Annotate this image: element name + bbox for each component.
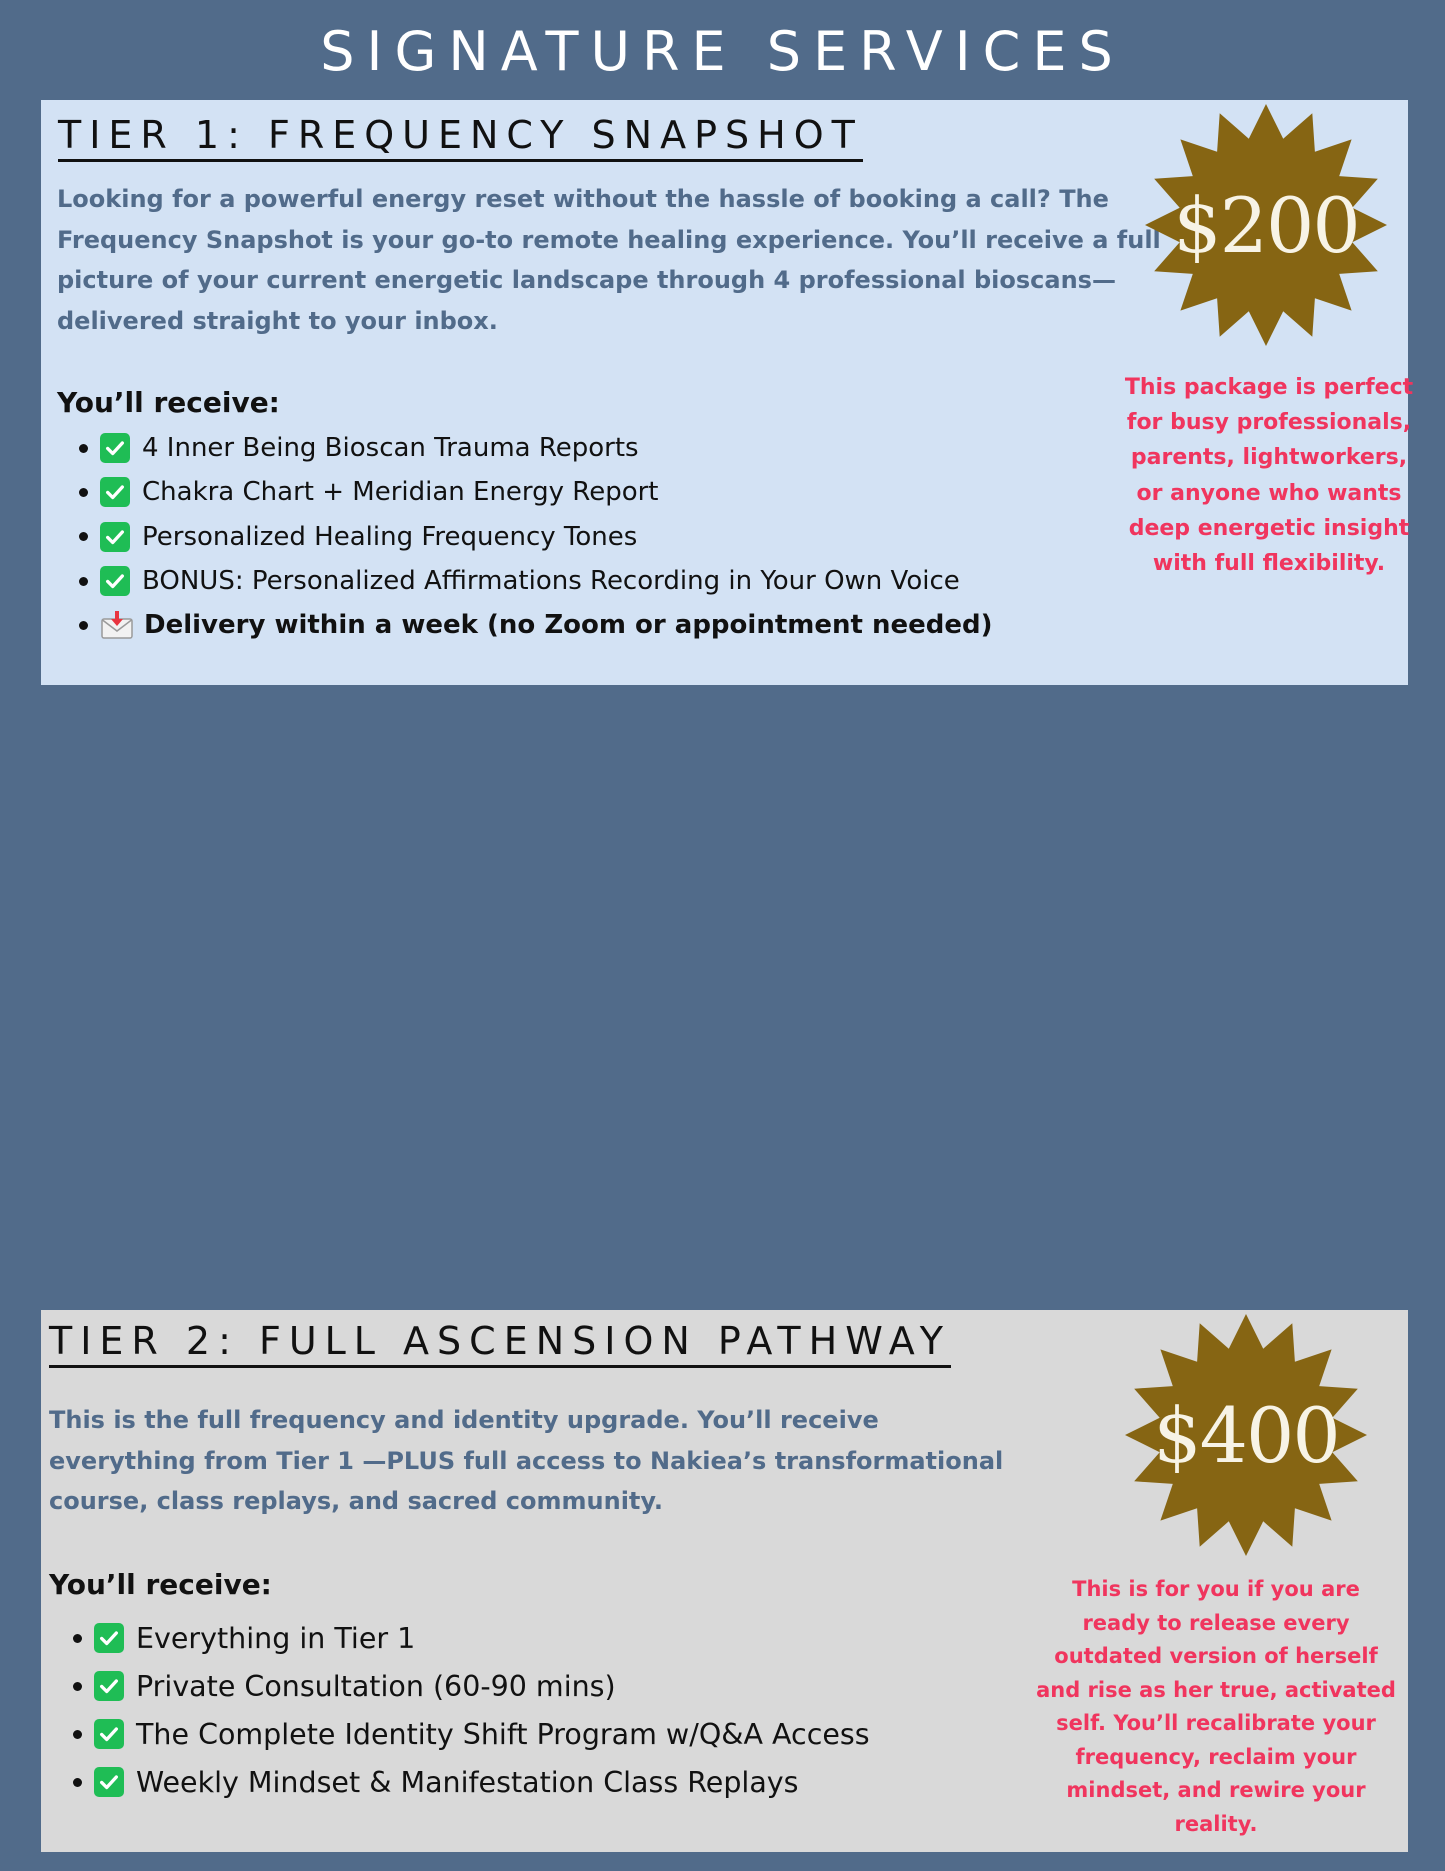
bullet-dot xyxy=(79,488,88,497)
tier-1-card xyxy=(41,100,1414,685)
bullet-dot xyxy=(79,532,88,541)
item-text: 4 Inner Being Bioscan Trauma Reports xyxy=(142,433,639,464)
item-text: The Complete Identity Shift Program w/Q&A Access xyxy=(136,1717,870,1751)
item-text: Private Consultation (60-90 mins) xyxy=(136,1669,616,1703)
tier-2-side-note: This is for you if you are ready to release every outdated version of herself and rise as her true, activated self. You’ll recalibrate your frequency, reclaim your mindset, and rewire your reality. xyxy=(1036,1577,1396,1836)
page-title: SIGNATURE SERVICES xyxy=(320,20,1125,83)
check-icon xyxy=(100,522,130,552)
price-badge xyxy=(1141,100,1391,350)
check-icon xyxy=(94,1623,124,1653)
item-text: Chakra Chart + Meridian Energy Report xyxy=(142,477,659,508)
envelope-download-icon xyxy=(100,610,134,640)
price-badge xyxy=(1121,1310,1371,1560)
bullet-dot xyxy=(73,1778,82,1787)
list-item xyxy=(79,515,993,559)
list-item xyxy=(79,559,993,603)
list-item xyxy=(73,1710,870,1758)
list-item xyxy=(79,470,993,514)
check-icon xyxy=(100,566,130,596)
bullet-dot xyxy=(79,444,88,453)
item-text: Delivery within a week (no Zoom or appointment needed) xyxy=(144,610,993,641)
item-text: Weekly Mindset & Manifestation Class Replays xyxy=(136,1765,799,1799)
list-item xyxy=(79,603,993,647)
item-text: BONUS: Personalized Affirmations Recording in Your Own Voice xyxy=(142,566,960,597)
list-item xyxy=(79,426,993,470)
item-text: Everything in Tier 1 xyxy=(136,1621,416,1655)
bullet-dot xyxy=(79,577,88,586)
tier-1-intro: Looking for a powerful energy reset without the hassle of booking a call? The Frequency Snapshot is your go-to remote healing experience. You’ll receive a full picture of your current energetic landscape through 4 professional bioscans—delivered straight to your inbox. xyxy=(57,185,1161,335)
tier-1-receive-label: You’ll receive: xyxy=(57,386,280,419)
bullet-dot xyxy=(73,1682,82,1691)
price-label: $200 xyxy=(1173,180,1359,270)
tier-2-heading: TIER 2: FULL ASCENSION PATHWAY xyxy=(49,1320,951,1368)
tier-2-items xyxy=(73,1614,870,1806)
check-icon xyxy=(100,477,130,507)
tier-2-receive-label: You’ll receive: xyxy=(49,1568,272,1601)
list-item xyxy=(73,1614,870,1662)
check-icon xyxy=(94,1767,124,1797)
item-text: Personalized Healing Frequency Tones xyxy=(142,521,638,552)
check-icon xyxy=(94,1671,124,1701)
tier-1-side-note: This package is perfect for busy professionals, parents, lightworkers, or anyone who wants deep energetic insight with full flexibility. xyxy=(1124,375,1414,577)
bullet-dot xyxy=(79,621,88,630)
list-item xyxy=(73,1758,870,1806)
tier-2-intro: This is the full frequency and identity upgrade. You’ll receive everything from Tier 1 —PLUS full access to Nakiea’s transformational course, class replays, and sacred community. xyxy=(49,1406,1004,1515)
bullet-dot xyxy=(73,1634,82,1643)
tier-1-items xyxy=(79,426,993,647)
list-item xyxy=(73,1662,870,1710)
tier-2-card xyxy=(41,1310,1408,1852)
bullet-dot xyxy=(73,1730,82,1739)
price-label: $400 xyxy=(1153,1390,1339,1480)
check-icon xyxy=(100,433,130,463)
check-icon xyxy=(94,1719,124,1749)
tier-1-heading: TIER 1: FREQUENCY SNAPSHOT xyxy=(58,114,863,162)
